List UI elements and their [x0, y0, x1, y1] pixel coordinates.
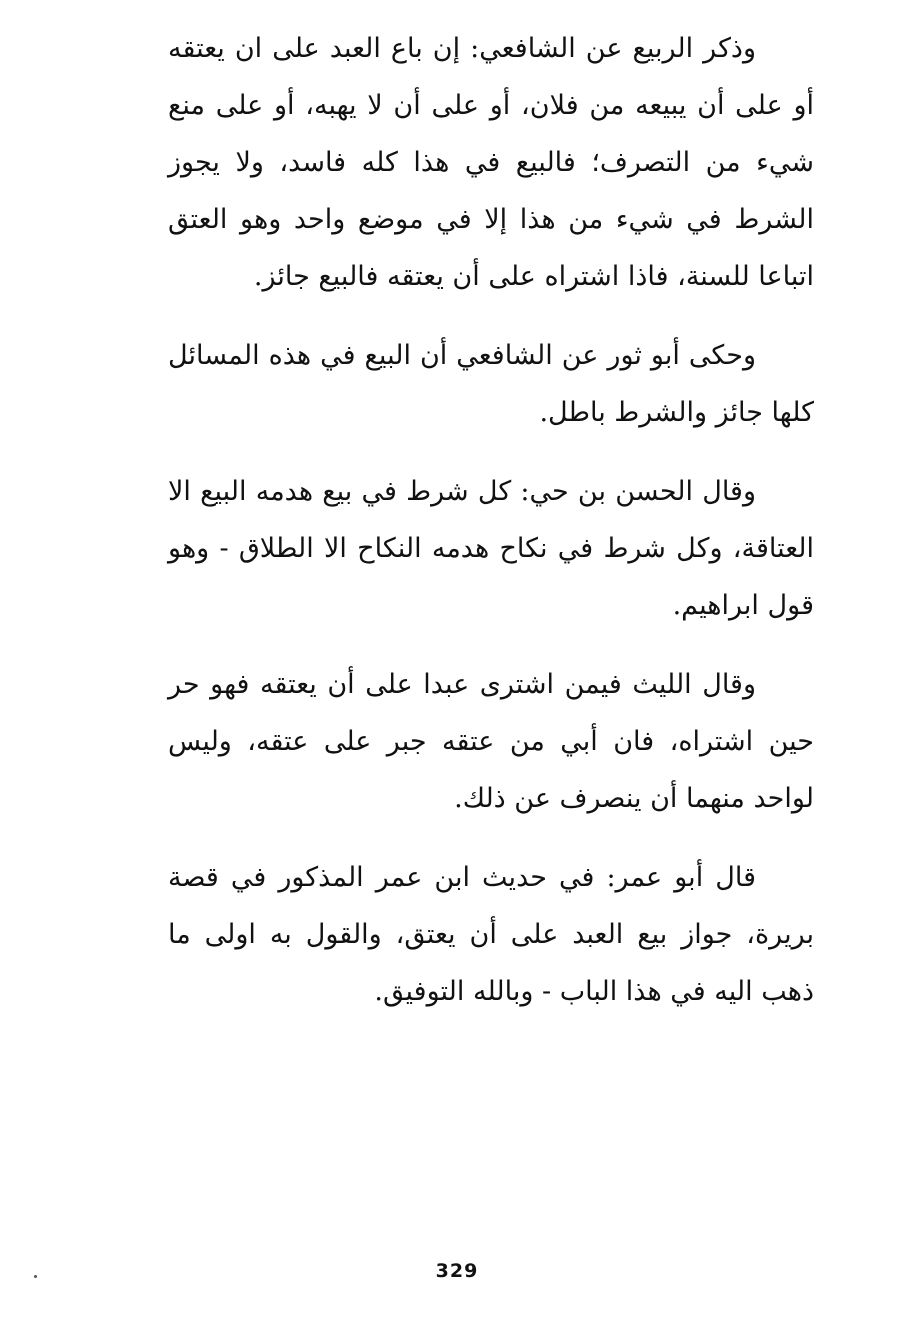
- paragraph-4: وقال الليث فيمن اشترى عبدا على أن يعتقه فهو حر حين اشتراه، فان أبي من عتقه جبر على عتقه، وليس لواحد منهما أن ينصرف عن ذلك.: [168, 669, 814, 814]
- paragraph-2: وحكى أبو ثور عن الشافعي أن البيع في هذه المسائل كلها جائز والشرط باطل.: [168, 340, 814, 428]
- body-text: [168, 20, 814, 1042]
- paragraph-3: وقال الحسن بن حي: كل شرط في بيع هدمه البيع الا العتاقة، وكل شرط في نكاح هدمه النكاح الا الطلاق - وهو قول ابراهيم.: [168, 476, 814, 621]
- paragraph-5: قال أبو عمر: في حديث ابن عمر المذكور في قصة بريرة، جواز بيع العبد على أن يعتق، والقول به اولى ما ذهب اليه في هذا الباب - وبالله التوفيق.: [168, 862, 814, 1007]
- scan-speck: [34, 1275, 37, 1278]
- page-number: 329: [435, 1260, 479, 1282]
- paragraph-1: وذكر الربيع عن الشافعي: إن باع العبد على ان يعتقه أو على أن يبيعه من فلان، أو على أن لا يهبه، أو على منع شيء من التصرف؛ فالبيع في هذا كله فاسد، ولا يجوز الشرط في شيء من هذا إلا في موضع واحد وهو العتق اتباعا للسنة، فاذا اشتراه على أن يعتقه فالبيع جائز.: [168, 33, 814, 292]
